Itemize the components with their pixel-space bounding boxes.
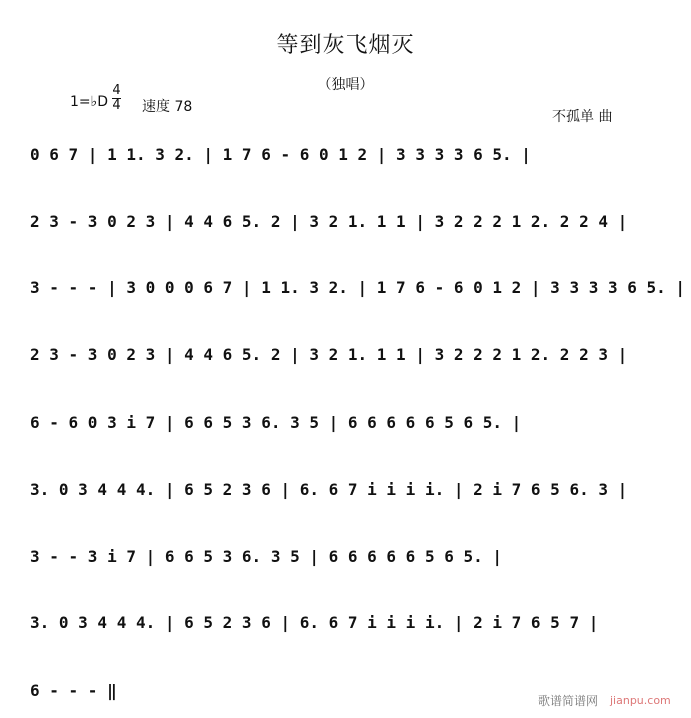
score-row-text: 2 3 - 3 0 2 3 | 4 4 6 5. 2 | 3 2 1. 1 1 | 3 2 2 2 1 2. 2 2 4 | xyxy=(30,212,628,231)
score-row-8 xyxy=(30,608,670,648)
score-row-text: 6 - - - ‖ xyxy=(30,681,117,700)
time-signature-top: 4 xyxy=(112,83,121,98)
score-row-text: 3. 0 3 4 4 4. | 6 5 2 3 6 | 6. 6 7 i i i i. | 2 i 7 6 5 7 | xyxy=(30,613,599,632)
score-row-text: 3 - - 3 i 7 | 6 6 5 3 6. 3 5 | 6 6 6 6 6 5 6 5. | xyxy=(30,547,503,566)
score-row-4 xyxy=(30,340,670,380)
score-row-3 xyxy=(30,273,686,313)
time-signature xyxy=(112,84,121,113)
score-row-6 xyxy=(30,475,670,515)
watermark-url: jianpu.com xyxy=(610,694,671,707)
score-row-5 xyxy=(30,408,670,448)
key-signature: 1=♭D xyxy=(70,94,109,110)
score-row-7 xyxy=(30,542,670,582)
composer-credit: 不孤单 曲 xyxy=(552,109,613,125)
score-row-text: 6 - 6 0 3 i 7 | 6 6 5 3 6. 3 5 | 6 6 6 6 6 5 6 5. | xyxy=(30,413,522,432)
tempo-marking: 速度 78 xyxy=(142,99,193,115)
song-title: 等到灰飞烟灭 xyxy=(276,33,415,58)
score-row-text: 0 6 7 | 1 1. 3 2. | 1 7 6 - 6 0 1 2 | 3 3 3 3 6 5. | xyxy=(30,145,531,164)
score-row-2 xyxy=(30,207,670,247)
performance-type: （独唱） xyxy=(317,77,374,93)
score-row-1 xyxy=(30,140,670,180)
score-row-text: 3 - - - | 3 0 0 0 6 7 | 1 1. 3 2. | 1 7 6 - 6 0 1 2 | 3 3 3 3 6 5. | xyxy=(30,278,686,297)
score-row-text: 2 3 - 3 0 2 3 | 4 4 6 5. 2 | 3 2 1. 1 1 | 3 2 2 2 1 2. 2 2 3 | xyxy=(30,345,628,364)
score-row-text: 3. 0 3 4 4 4. | 6 5 2 3 6 | 6. 6 7 i i i i. | 2 i 7 6 5 6. 3 | xyxy=(30,480,628,499)
time-signature-bottom: 4 xyxy=(112,98,121,113)
watermark-text: 歌谱简谱网 xyxy=(538,694,599,708)
